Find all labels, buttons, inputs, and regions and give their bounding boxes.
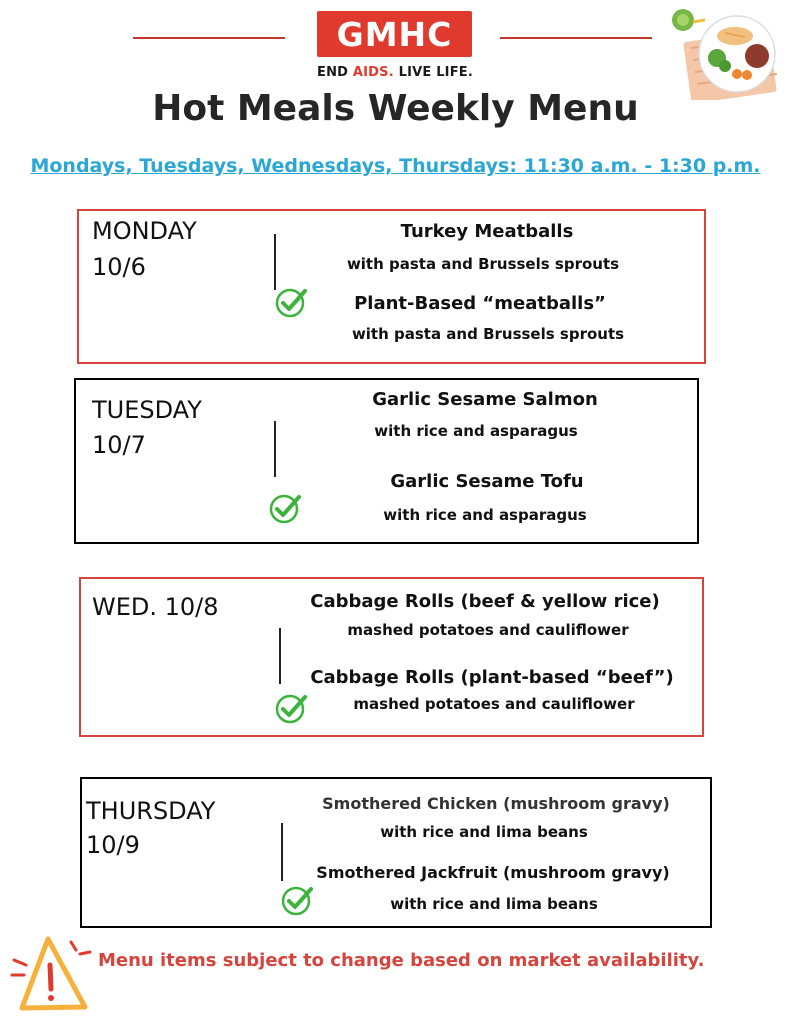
tagline-part2: AIDS.	[352, 65, 394, 80]
menu-item-side: mashed potatoes and cauliflower	[347, 621, 629, 639]
tagline	[300, 65, 490, 80]
divider-line	[281, 823, 283, 881]
tagline-part3: LIVE LIFE.	[393, 65, 474, 80]
divider-line	[279, 628, 281, 684]
day-name: MONDAY	[92, 217, 197, 245]
menu-item-main: Cabbage Rolls (beef & yellow rice)	[310, 591, 660, 612]
menu-item-side: with pasta and Brussels sprouts	[351, 325, 625, 343]
menu-item-plant-based: Plant-Based “meatballs”	[354, 293, 606, 314]
vegan-check-icon	[274, 286, 308, 318]
header-rule-right	[500, 37, 652, 39]
gmhc-logo	[317, 11, 472, 57]
menu-item-side: mashed potatoes and cauliflower	[353, 695, 635, 713]
logo-text: GMHC	[336, 14, 453, 54]
tagline-part1: END	[316, 65, 353, 80]
day-name-date: WED. 10/8	[92, 593, 219, 621]
menu-item-main: Garlic Sesame Salmon	[372, 389, 598, 410]
menu-item-plant-based: Cabbage Rolls (plant-based “beef”)	[310, 667, 674, 688]
page-title: Hot Meals Weekly Menu	[152, 88, 639, 129]
day-name: TUESDAY	[92, 396, 202, 424]
day-name: THURSDAY	[86, 797, 216, 825]
vegan-check-icon	[280, 884, 314, 916]
availability-notice: Menu items subject to change based on market availability.	[98, 950, 705, 971]
day-date: 10/9	[86, 831, 140, 859]
menu-item-side: with rice and lima beans	[390, 895, 598, 913]
vegan-check-icon	[274, 692, 308, 724]
menu-item-side: with pasta and Brussels sprouts	[346, 255, 620, 273]
divider-line	[274, 234, 276, 290]
vegan-check-icon	[268, 492, 302, 524]
menu-item-side: with rice and asparagus	[374, 422, 578, 440]
menu-item-side: with rice and lima beans	[380, 823, 588, 841]
menu-item-main: Turkey Meatballs	[400, 221, 574, 242]
day-date: 10/7	[92, 431, 146, 459]
warning-icon	[8, 932, 94, 1016]
menu-item-main: Smothered Chicken (mushroom gravy)	[322, 794, 670, 813]
menu-item-plant-based: Smothered Jackfruit (mushroom gravy)	[316, 863, 670, 882]
menu-item-side: with rice and asparagus	[383, 506, 587, 524]
food-plate-icon	[665, 8, 783, 100]
menu-item-plant-based: Garlic Sesame Tofu	[390, 471, 584, 492]
header-rule-left	[133, 37, 285, 39]
day-date: 10/6	[92, 253, 146, 281]
service-hours-link[interactable]: Mondays, Tuesdays, Wednesdays, Thursdays: 11:30 a.m. - 1:30 p.m.	[30, 155, 761, 177]
